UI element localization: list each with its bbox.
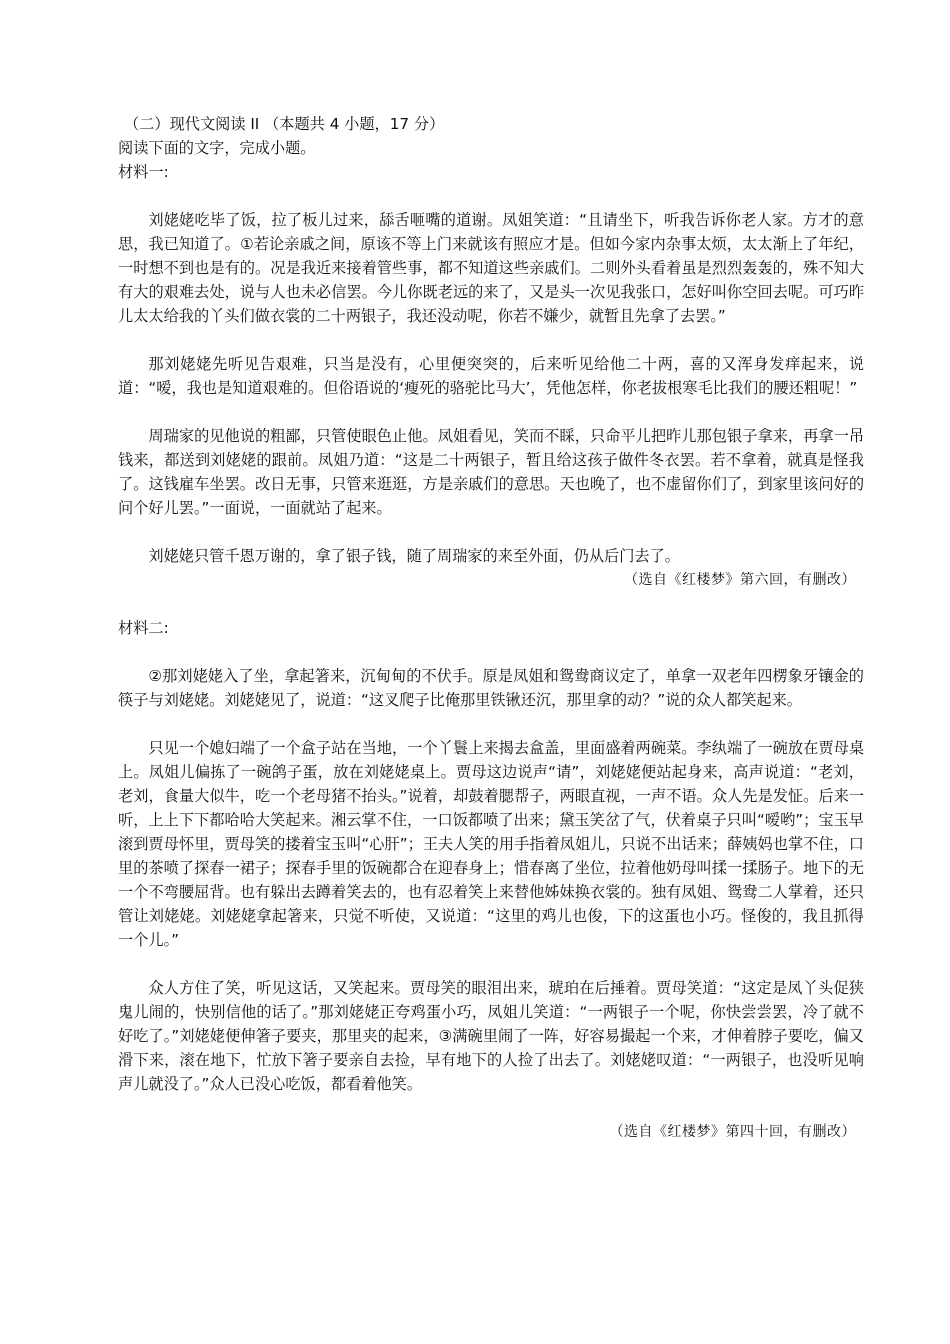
spacer — [118, 328, 864, 352]
document-page — [118, 112, 864, 1144]
spacer — [118, 592, 864, 616]
material1-paragraph-1: 刘姥姥吃毕了饭，拉了板儿过来，舔舌咂嘴的道谢。凤姐笑道：“且请坐下，听我告诉你老人家。方才的意思，我已知道了。①若论亲戚之间，原该不等上门来就该有照应才是。但如今家内杂事太烦，太太渐上了年纪，一时想不到也是有的。况是我近来接着管些事，都不知道这些亲戚们。二则外头看着虽是烈烈轰轰的，殊不知大有大的艰难去处，说与人也未必信罢。今儿你既老远的来了，又是头一次见我张口，怎好叫你空回去呢。可巧昨儿太太给我的丫头们做衣裳的二十两银子，我还没动呢，你若不嫌少，就暂且先拿了去罢。” — [118, 211, 864, 325]
spacer — [118, 400, 864, 424]
spacer — [118, 520, 864, 544]
section-title: （二）现代文阅读 II （本题共 4 小题，17 分） — [124, 115, 445, 133]
material1-paragraph-4: 刘姥姥只管千恩万谢的，拿了银子钱，随了周瑞家的来至外面，仍从后门去了。 — [148, 547, 680, 565]
material2-source: （选自《红楼梦》第四十回，有删改） — [609, 1124, 856, 1140]
material1-source: （选自《红楼梦》第六回，有删改） — [624, 572, 856, 588]
material2-paragraph-3: 众人方住了笑，听见这话，又笑起来。贾母笑的眼泪出来，琥珀在后捶着。贾母笑道：“这定是凤丫头促狭鬼儿闹的，快别信他的话了。”那刘姥姥正夸鸡蛋小巧，凤姐儿笑道：“一两银子一个呢，你快尝尝罢，冷了就不好吃了。”刘姥姥便伸箸子要夹，那里夹的起来，③满碗里闹了一阵，好容易撮起一个来，才伸着脖子要吃，偏又滑下来，滚在地下，忙放下箸子要亲自去捡，早有地下的人捡了出去了。刘姥姥叹道：“一两银子，也没听见响声儿就没了。”众人已没心吃饭，都看着他笑。 — [118, 979, 864, 1093]
spacer — [118, 1096, 864, 1120]
spacer — [118, 952, 864, 976]
spacer — [118, 712, 864, 736]
spacer — [118, 640, 864, 664]
material2-paragraph-2: 只见一个媳妇端了一个盒子站在当地，一个丫鬟上来揭去盒盖，里面盛着两碗菜。李纨端了一碗放在贾母桌上。凤姐儿偏拣了一碗鸽子蛋，放在刘姥姥桌上。贾母这边说声“请”，刘姥姥便站起身来，高声说道：“老刘，老刘，食量大似牛，吃一个老母猪不抬头。”说着，却鼓着腮帮子，两眼直视，一声不语。众人先是发怔。后来一听，上上下下都哈哈大笑起来。湘云掌不住，一口饭都喷了出来；黛玉笑岔了气，伏着桌子只叫“嗳哟”；宝玉早滚到贾母怀里，贾母笑的搂着宝玉叫“心肝”；王夫人笑的用手指着凤姐儿，只说不出话来；薛姨妈也掌不住，口里的茶喷了探春一裙子；探春手里的饭碗都合在迎春身上；惜春离了坐位，拉着他奶母叫揉一揉肠子。地下的无一个不弯腰屈背。也有躲出去蹲着笑去的，也有忍着笑上来替他姊妹换衣裳的。独有凤姐、鸳鸯二人掌着，还只管让刘姥姥。刘姥姥拿起箸来，只觉不听使，又说道：“这里的鸡儿也俊，下的这蛋也小巧。怪俊的，我且抓得一个儿。” — [118, 739, 864, 949]
material2-label: 材料二: — [118, 619, 169, 637]
material1-paragraph-3: 周瑞家的见他说的粗鄙，只管使眼色止他。凤姐看见，笑而不睬，只命平儿把昨儿那包银子拿来，再拿一吊钱来，都送到刘姥姥的跟前。凤姐乃道：“这是二十两银子，暂且给这孩子做件冬衣罢。若不拿着，就真是怪我了。这钱雇车坐罢。改日无事，只管来逛逛，方是亲戚们的意思。天也晚了，也不虚留你们了，到家里该问好的问个好儿罢。”一面说，一面就站了起来。 — [118, 427, 864, 517]
instruction-text: 阅读下面的文字，完成小题。 — [118, 139, 316, 157]
spacer — [118, 184, 864, 208]
material1-label: 材料一: — [118, 163, 169, 181]
material2-paragraph-1: ②那刘姥姥入了坐，拿起箸来，沉甸甸的不伏手。原是凤姐和鸳鸯商议定了，单拿一双老年四楞象牙镶金的筷子与刘姥姥。刘姥姥见了，说道：“这叉爬子比俺那里铁锹还沉，那里拿的动？”说的众人都笑起来。 — [118, 667, 864, 709]
material1-paragraph-2: 那刘姥姥先听见告艰难，只当是没有，心里便突突的，后来听见给他二十两，喜的又浑身发痒起来，说道：“嗳，我也是知道艰难的。但俗语说的‘瘦死的骆驼比马大’，凭他怎样，你老拔根寒毛比我们的腰还粗呢！” — [118, 355, 864, 397]
